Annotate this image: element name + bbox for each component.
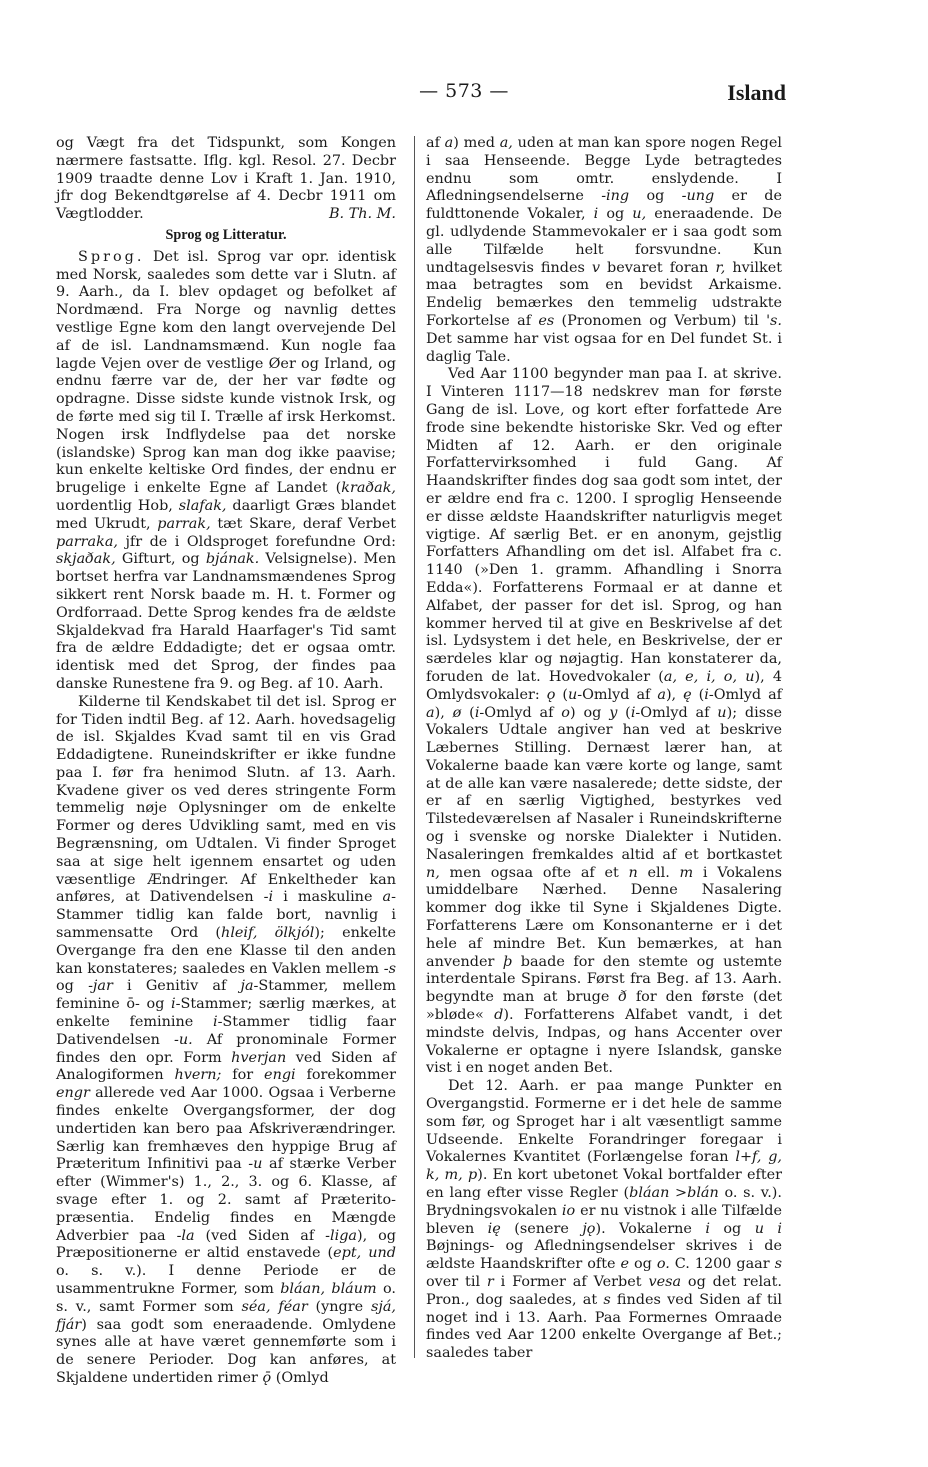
left-column: [56, 135, 396, 1388]
running-title: Island: [727, 80, 786, 105]
column-divider: [414, 136, 415, 1358]
right-column: [426, 135, 782, 1363]
paragraph-sources: Kilderne til Kendskabet til det isl. Sprog er for Tiden indtil Beg. af 12. Aarh. hovedsagelig de isl. Skjaldes Kvad samt til en vis Grad Eddadigtene. Runeindskrifter er ikke fundne paa I. før fra henimod Slutn. af 13. Aarh. Kvadene giver os ved deres stringente Form temmelig nøje Oplysninger om de enkelte Former og deres Udvikling samt, med en vis Begrænsning, om Udtalen. Vi finder Sproget saa at sige helt igennem ensartet og uden væsentlige Ændringer. Af Enkeltheder kan anføres, at Dativendelsen -i i maskuline a-Stammer tidlig kan falde bort, navnlig i sammensatte Ord (hleif, ölkjól); enkelte Overgange fra den ene Klasse til den anden kan konstateres; saaledes en Vaklen mellem -s og -jar i Genitiv af ja-Stammer, mellem feminine ō- og i-Stammer; særlig mærkes, at enkelte feminine i-Stammer tidlig faar Dativendelsen -u. Af pronominale Former findes den opr. Form hverjan ved Siden af Analogiformen hvern; for engi forekommer engr allerede ved Aar 1000. Ogsaa i Verberne findes enkelte Overgangsformer, der dog undertiden kan bero paa Afskriverændringer. Særlig kan fremhæves den hyppige Brug af Præteritum Infinitivi paa -u af stærke Verber efter (Wimmer's) 1., 2., 3. og 6. Klasse, af svage efter 1. og 2. samt af Præterito-præsentia. Endelig findes en Mængde Adverbier paa -la (ved Siden af -liga), og Præpositionerne er altid enstavede (ept, und o. s. v.). I denne Periode er de usammentrukne Former, som bláan, bláum o. s. v., samt Former som séa, féar (yngre sjá, fjár) saa godt som eneraadende. Omlydene synes alle at have været gennemførte som i de senere Perioder. Dog kan anføres, at Skjaldene undertiden rimer ǭ (Omlyd: [56, 693, 397, 1386]
intro-paragraph: og Vægt fra det Tidspunkt, som Kongen nærmere fastsatte. Iflg. kgl. Resol. 27. Decbr 1909 traadte denne Lov i Kraft 1. Jan. 1910, jfr dog Bekendtgørelse af 4. Decbr 1911 om Vægtlodder.: [56, 135, 396, 223]
author-signature: B. Th. M.: [328, 206, 396, 223]
section-heading: Sprog og Litteratur.: [165, 226, 287, 243]
paragraph-transition-period: Det 12. Aarh. er paa mange Punkter en Overgangstid. Formerne er i det hele de samme som før, og Sproget har i alt væsentligt samme Udseende. Enkelte Forandringer foregaar i Vokalernes Kvantitet (Forlængelse foran l+f, g, k, m, p). En kort ubetonet Vokal bortfalder efter en lang efter visse Regler (bláan >blán o. s. v.). Brydningsvokalen io er nu vistnok i alle Tilfælde bleven ię (senere jǫ). Vokalerne i og u i Bøjnings- og Afledningsendelser skrives i de ældste Haandskrifter ofte e og o. C. 1200 gaar s over til r i Former af Verbet vesa og det relat. Pron., dog saaledes, at s findes ved Siden af til noget ind i 13. Aarh. Paa Formernes Omraade findes ved Aar 1200 enkelte Overgange af Bet.; saaledes taber: [426, 1078, 783, 1362]
paragraph-language-origin: Sprog. Det isl. Sprog var opr. identisk med Norsk, saaledes som dette var i Slutn. af 9. Aarh., da I. blev opdaget og befolket af Nordmænd. Fra Norge og navnlig dettes vestlige Egne kom den langt overvejende Del af de isl. Landnamsmænd. Kun nogle faa lagde Vejen over de vestlige Øer og Irland, og endnu færre var de, der her var fødte og opdragne. Disse sidste kunde vistnok Irsk, og de førte med sig til I. Trælle af irsk Herkomst. Nogen irsk Indflydelse paa det norske (islandske) Sprog kan man dog ikke paavise; kun enkelte keltiske Ord findes, der endnu er brugelige i enkelte Egne af Landet (kraðak, uordentlig Hob, slafak, daarligt Græs blandet med Ukrudt, parrak, tæt Skare, deraf Verbet parraka, jfr de i Oldsproget forefundne Ord: skjaðak, Gifturt, og bjának. Velsignelse). Men bortset herfra var Landnamsmændenes Sprog sikkert rent Norsk baade m. H. t. Former og Ordforraad. Dette Sprog kendes fra de ældste Skjaldekvad fra Harald Haarfager's Tid samt fra de ældre Eddadigte; det er ogsaa omtr. identisk med det Sprog, der findes paa danske Runestene fra 9. og Beg. af 10. Aarh.: [56, 248, 397, 692]
paragraph-lead-word: Sprog.: [78, 248, 145, 265]
paragraph-continuation: af a) med a, uden at man kan spore nogen Regel i saa Henseende. Begge Lyde betragtedes endnu som omtr. enslydende. I Afledningsendelserne -ing og -ung er de fuldttonende Vokaler, i og u, eneraadende. De gl. udlydende Stammevokaler er i saa godt som alle Tilfælde helt forsvundne. Kun undtagelsesvis findes v bevaret foran r, hvilket maa betragtes som en bevidst Arkaisme. Endelig bemærkes den temmelig udstrakte Forkortelse af es (Pronomen og Verbum) til 's. Det samme har vist ogsaa for en Del fundet St. i daglig Tale.: [426, 135, 783, 365]
page-number: — 573 —: [419, 80, 509, 102]
paragraph-writing-history: Ved Aar 1100 begynder man paa I. at skrive. I Vinteren 1117—18 nedskrev man for første Gang de isl. Love, og kort efter forfattede Are frode sine bekendte historiske Skr. Ved og efter Midten af 12. Aarh. er den originale Forfattervirksomhed i fuld Gang. Af Haandskrifter findes dog saa godt som intet, der er ældre end fra c. 1200. I sproglig Henseende er disse ældste Haandskrifter naturligvis meget vigtige. Af særlig Bet. er en anonym, gejstlig Forfatters Afhandling om det isl. Alfabet fra c. 1140 (»Den 1. gramm. Afhandling i Snorra Edda«). Forfatterens Formaal er at danne et Alfabet, der passer for det isl. Sprog, og han kommer herved til at give en Beskrivelse af det isl. Lydsystem i det hele, en Beskrivelse, der er særdeles klar og nøjagtig. Han konstaterer da, foruden de lat. Hovedvokaler (a, e, i, o, u), 4 Omlydsvokaler: ǫ (u-Omlyd af a), ę (i-Omlyd af a), ø (i-Omlyd af o) og y (i-Omlyd af u); disse Vokalers Udtale angiver han ved at beskrive Læbernes Stilling. Dernæst lærer han, at Vokalerne baade kan være korte og lange, samt at de alle kan være nasalerede; dette sidste, der er af en særlig Vigtighed, bestyrkes ved Tilstedeværelsen af Nasaler i Runeindskrifterne og i svenske og norske Dialekter i Nutiden. Nasaleringen fremkaldes altid af et bortkastet n, men ogsaa ofte af et n ell. m i Vokalens umiddelbare Nærhed. Denne Nasalering kommer dog ikke til Syne i Skjaldenes Digte. Forfatterens Lære om Konsonanterne er i det hele af mindre Bet. Kun bemærkes, at han anvender þ baade for den stemte og ustemte interdentale Spirans. Først fra Beg. af 13. Aarh. begyndte man at bruge ð for den første (det »bløde« d). Forfatterens Alfabet vandt, i det mindste delvis, Indpas, og hans Accenter over Vokalerne er optagne i nyere Islandsk, ganske vist i en noget anden Bet.: [426, 366, 783, 1077]
